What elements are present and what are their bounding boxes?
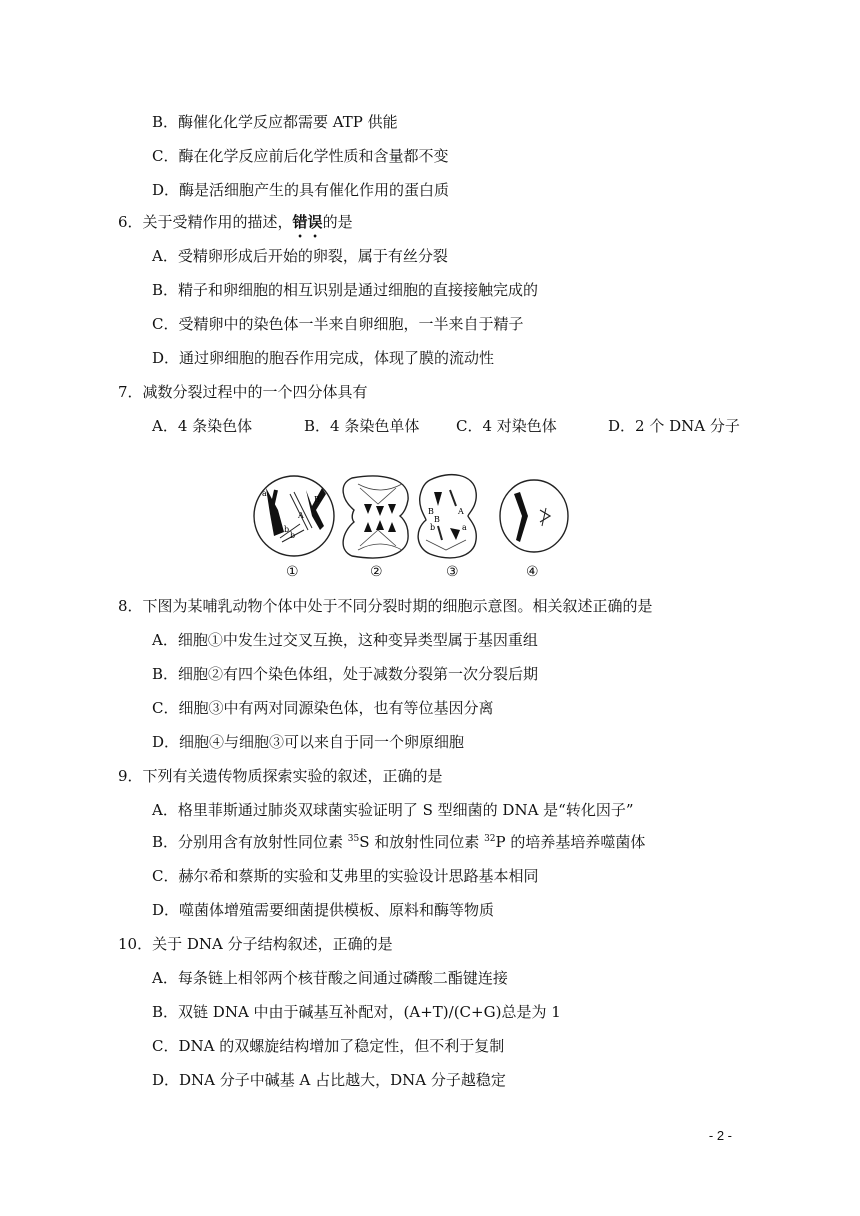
q7-option-b: B．4 条染色单体 (304, 417, 420, 435)
gene-letter: A (458, 507, 464, 516)
cell-3 (418, 475, 476, 558)
cell-2 (343, 476, 408, 558)
gene-letter: b (430, 523, 436, 532)
gene-letter: B (428, 507, 434, 516)
cell-4 (500, 480, 568, 552)
question-6-stem-end: 的是 (322, 213, 353, 231)
page-number: - 2 - (708, 1128, 732, 1143)
gene-letter: b (290, 531, 296, 540)
q8-option-c: C．细胞③中有两对同源染色体，也有等位基因分离 (152, 699, 494, 717)
q5-option-c: C．酶在化学反应前后化学性质和含量都不变 (152, 147, 449, 165)
cell-division-figure (250, 470, 580, 582)
cell-1 (254, 476, 334, 556)
question-9: 9．下列有关遗传物质探索实验的叙述，正确的是 (118, 767, 443, 785)
q5-option-b: B．酶催化化学反应都需要 ATP 供能 (152, 113, 398, 131)
q9-option-b-part3: P 的培养基培养噬菌体 (495, 833, 646, 851)
q10-option-d: D．DNA 分子中碱基 A 占比越大，DNA 分子越稳定 (152, 1071, 506, 1089)
q9-option-c: C．赫尔希和蔡斯的实验和艾弗里的实验设计思路基本相同 (152, 867, 539, 885)
q9-option-b-part2: S 和放射性同位素 (359, 833, 485, 851)
q8-option-a: A．细胞①中发生过交叉互换，这种变异类型属于基因重组 (152, 631, 538, 649)
gene-letter: B (434, 515, 440, 524)
q8-option-d: D．细胞④与细胞③可以来自于同一个卵原细胞 (152, 733, 465, 751)
question-6 (118, 212, 353, 241)
gene-letter: A (298, 511, 304, 520)
cell-label-1: ① (286, 564, 299, 580)
gene-letter: a (262, 489, 267, 498)
question-6-stem: 6．关于受精作用的描述， (118, 213, 293, 231)
gene-letter: b (284, 525, 290, 534)
q9-option-b-part1: B．分别用含有放射性同位素 (152, 833, 348, 851)
question-10: 10．关于 DNA 分子结构叙述，正确的是 (118, 935, 393, 953)
isotope-mass-35: 35 (347, 834, 360, 844)
q8-option-b: B．细胞②有四个染色体组，处于减数分裂第一次分裂后期 (152, 665, 539, 683)
q9-option-b (152, 832, 645, 852)
q5-option-d: D．酶是活细胞产生的具有催化作用的蛋白质 (152, 181, 450, 199)
q6-option-a: A．受精卵形成后开始的卵裂，属于有丝分裂 (152, 247, 448, 265)
q6-option-b: B．精子和卵细胞的相互识别是通过细胞的直接接触完成的 (152, 281, 539, 299)
q9-option-a: A．格里菲斯通过肺炎双球菌实验证明了 S 型细菌的 DNA 是“转化因子” (152, 801, 634, 819)
q7-options-row (152, 416, 752, 438)
cell-label-4: ④ (526, 564, 539, 580)
q7-option-c: C．4 对染色体 (456, 417, 557, 435)
cell-label-3: ③ (446, 564, 459, 580)
q10-option-c: C．DNA 的双螺旋结构增加了稳定性，但不利于复制 (152, 1037, 505, 1055)
cell-label-2: ② (370, 564, 383, 580)
q10-option-b: B．双链 DNA 中由于碱基互补配对，(A+T)/(C+G)总是为 1 (152, 1003, 561, 1021)
gene-letter: a (462, 523, 467, 532)
question-7: 7．减数分裂过程中的一个四分体具有 (118, 383, 368, 401)
q9-option-d: D．噬菌体增殖需要细菌提供模板、原料和酶等物质 (152, 901, 495, 919)
isotope-mass-32: 32 (484, 834, 496, 844)
question-6-emphasis: 错误 (292, 213, 323, 231)
q6-option-d: D．通过卵细胞的胞吞作用完成，体现了膜的流动性 (152, 349, 495, 367)
gene-letter: B (314, 495, 320, 504)
question-8: 8．下图为某哺乳动物个体中处于不同分裂时期的细胞示意图。相关叙述正确的是 (118, 597, 653, 615)
q7-option-d: D．2 个 DNA 分子 (608, 417, 740, 435)
q6-option-c: C．受精卵中的染色体一半来自卵细胞，一半来自于精子 (152, 315, 524, 333)
q10-option-a: A．每条链上相邻两个核苷酸之间通过磷酸二酯键连接 (152, 969, 508, 987)
q7-option-a: A．4 条染色体 (152, 417, 253, 435)
cell-diagrams (250, 470, 580, 562)
